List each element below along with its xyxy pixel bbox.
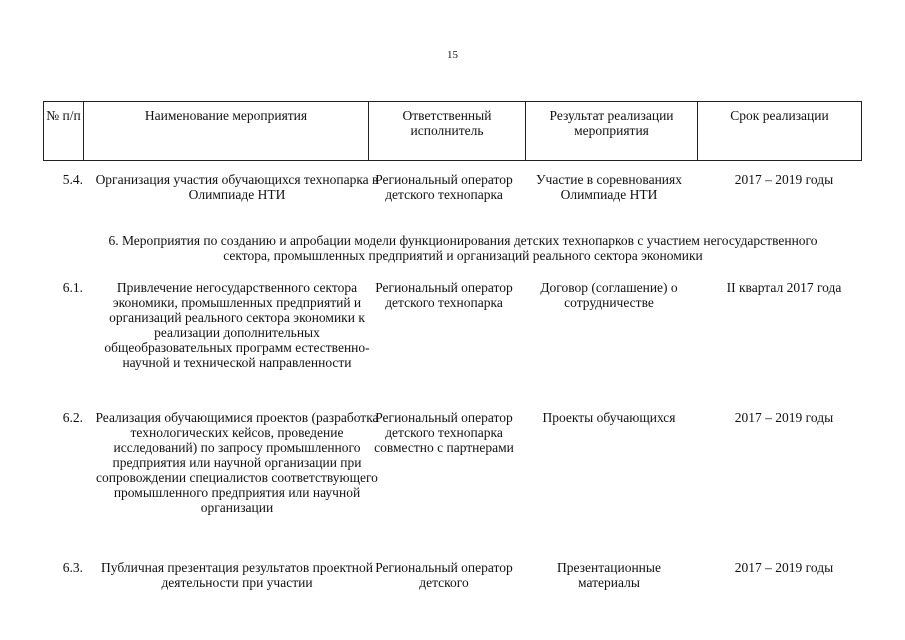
responsible-executor: Региональный оператор детского технопарка совместно с партнерами xyxy=(374,410,514,455)
implementation-term: 2017 – 2019 годы xyxy=(734,560,834,575)
event-name: Привлечение негосударственного сектора экономики, промышленных предприятий и организаций реального сектора экономики к реализации дополнительных общеобразовательных программ естественно-научной и технической направленности xyxy=(104,280,370,370)
row-number: 6.3. xyxy=(62,560,83,575)
row-number: 6.2. xyxy=(62,410,83,425)
row-number: 5.4. xyxy=(62,172,83,187)
header-event-name: Наименование мероприятия xyxy=(84,102,369,161)
implementation-term: II квартал 2017 года xyxy=(726,280,842,295)
event-name: Реализация обучающимися проектов (разработка технологических кейсов, проведение исследований) по запросу промышленного предприятия или научной организации при сопровождении специалистов соответствующего промышленного предприятия или научной организации xyxy=(95,410,379,515)
responsible-executor: Региональный оператор детского xyxy=(375,560,513,590)
page-number: 15 xyxy=(447,49,458,61)
header-result: Результат реализации мероприятия xyxy=(526,102,698,161)
implementation-result: Договор (соглашение) о сотрудничестве xyxy=(540,280,678,310)
table-header xyxy=(43,101,862,161)
header-number: № п/п xyxy=(44,102,84,161)
implementation-term: 2017 – 2019 годы xyxy=(734,410,834,425)
implementation-result: Проекты обучающихся xyxy=(542,410,676,425)
implementation-term: 2017 – 2019 годы xyxy=(734,172,834,187)
implementation-result: Участие в соревнованиях Олимпиаде НТИ xyxy=(535,172,682,202)
header-responsible: Ответственный исполнитель xyxy=(369,102,526,161)
section-heading: 6. Мероприятия по созданию и апробации модели функционирования детских технопарков с участием негосударственного сектора, промышленных предприятий и организаций реального сектора экономики xyxy=(108,233,818,263)
event-name: Организация участия обучающихся технопарка в Олимпиаде НТИ xyxy=(95,172,379,202)
header-term: Срок реализации xyxy=(698,102,862,161)
event-name: Публичная презентация результатов проектной деятельности при участии xyxy=(101,560,373,590)
implementation-result: Презентационные материалы xyxy=(557,560,661,590)
responsible-executor: Региональный оператор детского технопарка xyxy=(375,172,513,202)
row-number: 6.1. xyxy=(62,280,83,295)
responsible-executor: Региональный оператор детского технопарка xyxy=(375,280,513,310)
